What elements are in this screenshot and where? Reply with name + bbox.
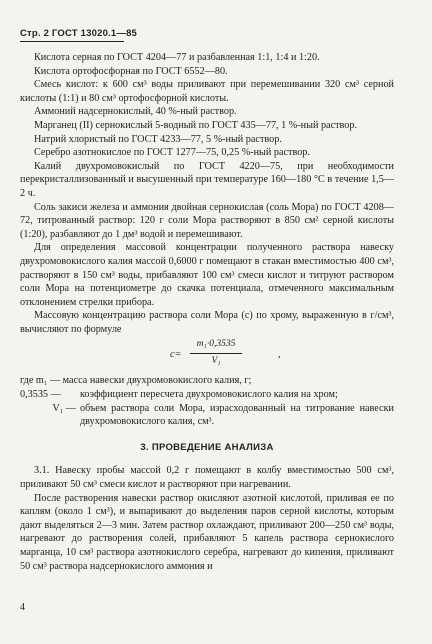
paragraph: Аммоний надсернокислый, 40 %-ный раствор. <box>34 106 237 118</box>
paragraph: Марганец (II) сернокислый 5-водный по ГОСТ 435—77, 1 %-ный раствор. <box>34 119 358 131</box>
document-body <box>20 51 394 573</box>
paragraph: Кислота серная по ГОСТ 4204—77 и разбавленная 1:1, 1:4 и 1:20. <box>34 52 320 63</box>
paragraph: Соль закиси железа и аммония двойная сернокислая (соль Мора) по ГОСТ 4208—72, титрованный раствор: 120 г соли Мора растворяют в 850 см² серной кислоты (1:20), разбавляют до 1 дм³ водой и перемешивают. <box>20 201 394 240</box>
paragraph: Массовую концентрацию раствора соли Мора (с) по хрому, выраженную в г/см³, вычисляют по формуле <box>20 310 394 335</box>
paragraph: Серебро азотнокислое по ГОСТ 1277—75, 0,25 %-ный раствор. <box>34 147 310 159</box>
paragraph: Кислота ортофосфорная по ГОСТ 6552—80. <box>34 65 228 77</box>
definition-intro: где m₁ — масса навески двухромовокислого калия, г; <box>20 375 252 387</box>
section-title: 3. ПРОВЕДЕНИЕ АНАЛИЗА <box>140 441 274 453</box>
definition-term: 0,3535 — <box>20 389 61 401</box>
definition-text: объем раствора соли Мора, израсходованный на титрование навески двухромовокислого калия, см³. <box>80 402 394 428</box>
page-header <box>20 28 137 39</box>
formula <box>20 338 394 372</box>
definition-item <box>20 402 394 429</box>
formula-tail: , <box>278 349 281 361</box>
paragraph: Для определения массовой концентрации полученного раствора навеску двухромовокислого калия массой 0,6000 г помещают в стакан вместимостью 400 см³, растворяют в 150 см³ воды, прибавляют 100 см³ смеси кислот и титруют раствором соли Мора на потенциометре до скачка потенциала, отмеченного максимальным отклонением стрелки прибора. <box>20 242 394 308</box>
paragraph: Натрий хлористый по ГОСТ 4233—77, 5 %-ный раствор. <box>34 133 282 145</box>
formula-lhs: с= <box>170 349 182 361</box>
definition-term: V₁ — <box>52 402 76 414</box>
definition-item <box>20 388 394 402</box>
formula-fraction <box>190 338 242 368</box>
paragraph: 3.1. Навеску пробы массой 0,2 г помещают в колбу вместимостью 500 см³, приливают 50 см³ смеси кислот и растворяют при нагревании. <box>20 465 394 491</box>
definitions <box>20 374 394 428</box>
definition-text: коэффициент пересчета двухромовокислого калия на хром; <box>80 389 338 401</box>
formula-denominator: V₁ <box>211 356 221 367</box>
paragraph: Смесь кислот: к 600 см³ воды приливают при перемешивании 320 см³ серной кислоты (1:1) и 80 см³ ортофосфорной кислоты. <box>20 79 394 104</box>
header-rule <box>20 41 124 42</box>
header-text: Стр. 2 ГОСТ 13020.1—85 <box>20 28 138 39</box>
page-number: 4 <box>20 602 25 613</box>
formula-numerator: m₁·0,3535 <box>190 338 242 354</box>
paragraph: Калий двухромовокислый по ГОСТ 4220—75, при необходимости перекристаллизованный и высушенный при температуре 160—180 °С в течение 1,5—2 ч. <box>20 160 394 199</box>
paragraph: После растворения навески раствор окисляют азотной кислотой, приливая ее по каплям (около 1 см³), и выпаривают до выделения паров серной кислоты, которым дают выделяться 2—3 мин. Затем раствор охлаждают, приливают 200—250 см³ воды, нагревают до растворения солей, прибавляют 5 капель раствора сернокислого марганца, 10 см³ раствора азотнокислого серебра, нагревают до кипения, приливают 50 см³ раствора надсернокислого аммония и <box>20 492 394 572</box>
